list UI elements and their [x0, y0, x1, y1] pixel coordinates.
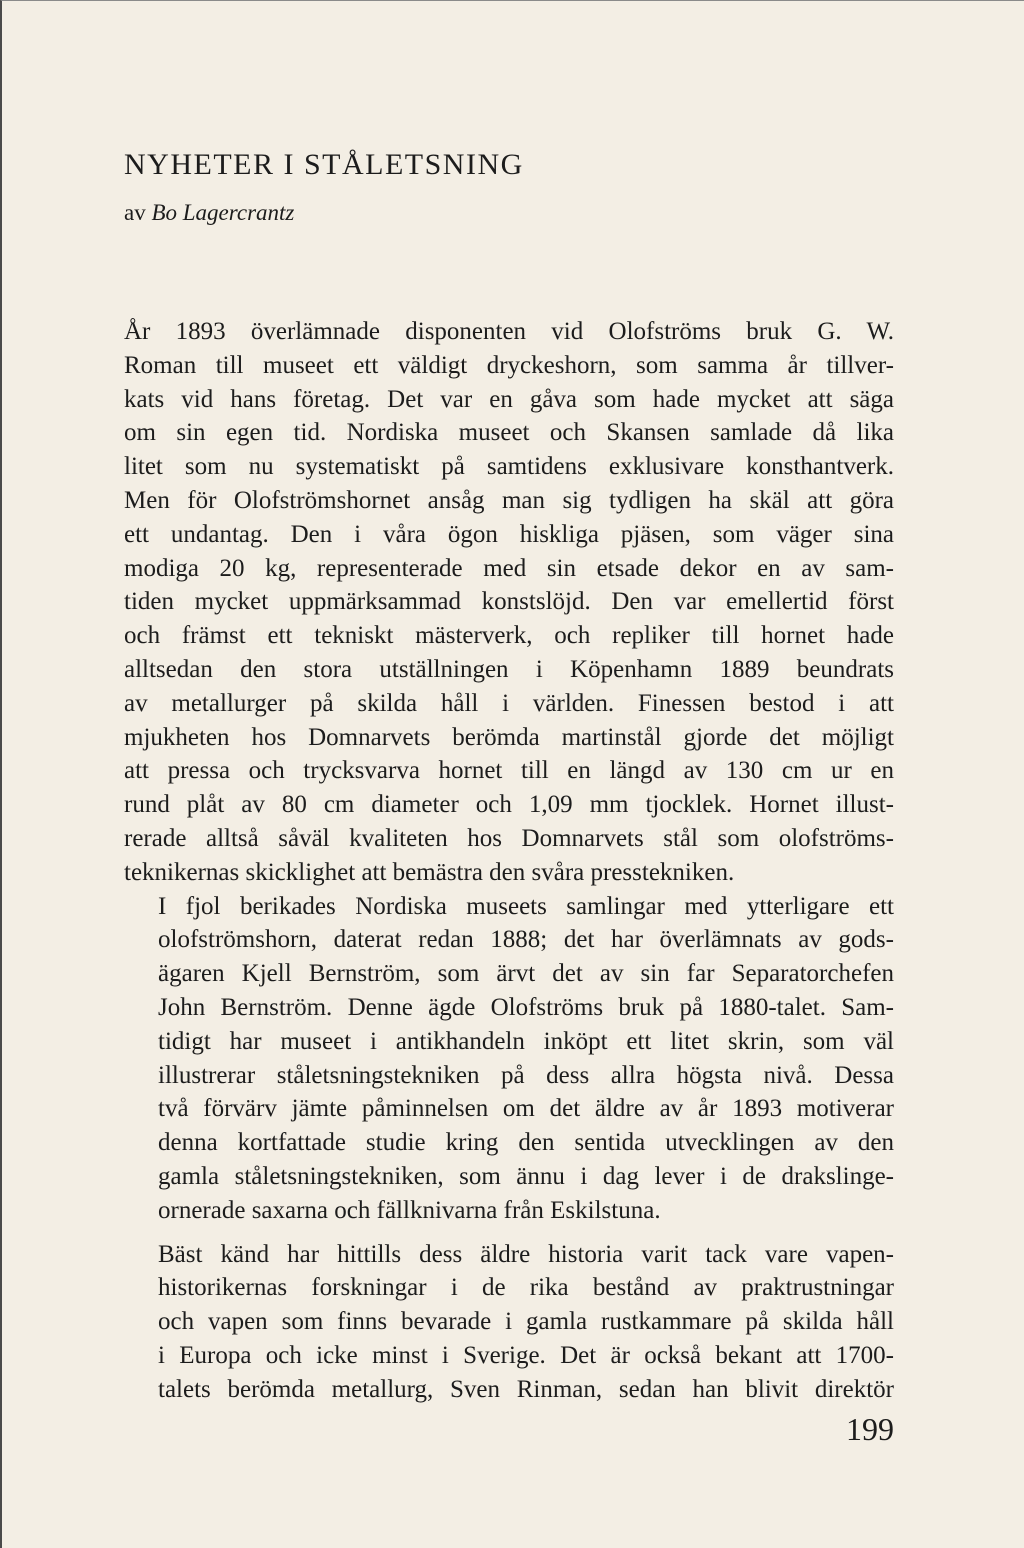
text-line: Men för Olofströmshornet ansåg man sig tydligen ha skäl att göra: [124, 486, 894, 514]
paragraph: [124, 890, 894, 1228]
text-line: i Europa och icke minst i Sverige. Det är också bekant att 1700-: [158, 1341, 894, 1369]
article-byline: [124, 197, 294, 229]
text-line: mjukheten hos Domnarvets berömda martinstål gjorde det möjligt: [124, 723, 894, 751]
text-line: illustrerar ståletsningstekniken på dess allra högsta nivå. Dessa: [158, 1061, 894, 1089]
text-line: ett undantag. Den i våra ögon hiskliga pjäsen, som väger sina: [124, 520, 894, 548]
text-line: två förvärv jämte påminnelsen om det äldre av år 1893 motiverar: [158, 1095, 894, 1123]
byline-prefix: av: [124, 200, 146, 225]
text-line: och främst ett tekniskt mästerverk, och repliker till hornet hade: [124, 622, 894, 650]
text-line: litet som nu systematiskt på samtidens exklusivare konsthantverk.: [124, 453, 894, 481]
text-line: gamla ståletsningstekniken, som ännu i dag lever i de drakslinge-: [158, 1162, 894, 1190]
text-line: om sin egen tid. Nordiska museet och Skansen samlade då lika: [124, 419, 894, 447]
text-line: alltsedan den stora utställningen i Köpenhamn 1889 beundrats: [124, 655, 894, 683]
text-line: rerade alltså såväl kvaliteten hos Domnarvets stål som olofströms-: [124, 824, 894, 852]
text-line: och vapen som finns bevarade i gamla rustkammare på skilda håll: [158, 1308, 894, 1336]
text-line: olofströmshorn, daterat redan 1888; det har överlämnats av gods-: [158, 926, 894, 954]
page-number: 199: [846, 1411, 894, 1447]
text-line: historikernas forskningar i de rika bestånd av praktrustningar: [158, 1274, 894, 1302]
text-line: tiden mycket uppmärksammad konstslöjd. Den var emellertid först: [124, 588, 894, 616]
text-line: teknikernas skicklighet att bemästra den svåra presstekniken.: [124, 858, 735, 886]
text-line: ornerade saxarna och fällknivarna från Eskilstuna.: [158, 1196, 661, 1224]
text-line: tidigt har museet i antikhandeln inköpt ett litet skrin, som väl: [158, 1027, 894, 1055]
author-name: Bo Lagercrantz: [151, 200, 295, 225]
article-body: [124, 315, 894, 1407]
text-line: I fjol berikades Nordiska museets samlingar med ytterligare ett: [158, 892, 894, 920]
text-line: att pressa och trycksvarva hornet till en längd av 130 cm ur en: [124, 757, 894, 785]
text-line: År 1893 överlämnade disponenten vid Olofströms bruk G. W.: [124, 318, 894, 345]
text-line: Roman till museet ett väldigt dryckeshorn, som samma år tillver-: [124, 351, 894, 379]
text-line: av metallurger på skilda håll i världen. Finessen bestod i att: [124, 689, 894, 717]
text-line: rund plåt av 80 cm diameter och 1,09 mm tjocklek. Hornet illust-: [124, 791, 894, 819]
text-line: ägaren Kjell Bernström, som ärvt det av sin far Separatorchefen: [158, 960, 894, 988]
text-line: Bäst känd har hittills dess äldre historia varit tack vare vapen-: [158, 1240, 894, 1268]
text-line: kats vid hans företag. Det var en gåva som hade mycket att säga: [124, 385, 894, 413]
paragraph: [124, 1238, 894, 1407]
text-line: John Bernström. Denne ägde Olofströms bruk på 1880-talet. Sam-: [158, 993, 894, 1021]
text-line: modiga 20 kg, representerade med sin etsade dekor en av sam-: [124, 554, 894, 582]
text-line: talets berömda metallurg, Sven Rinman, sedan han blivit direktör: [158, 1375, 894, 1403]
paragraph: [124, 315, 894, 890]
article-title: NYHETER I STÅLETSNING: [124, 148, 524, 181]
text-line: denna kortfattade studie kring den sentida utvecklingen av den: [158, 1129, 894, 1157]
